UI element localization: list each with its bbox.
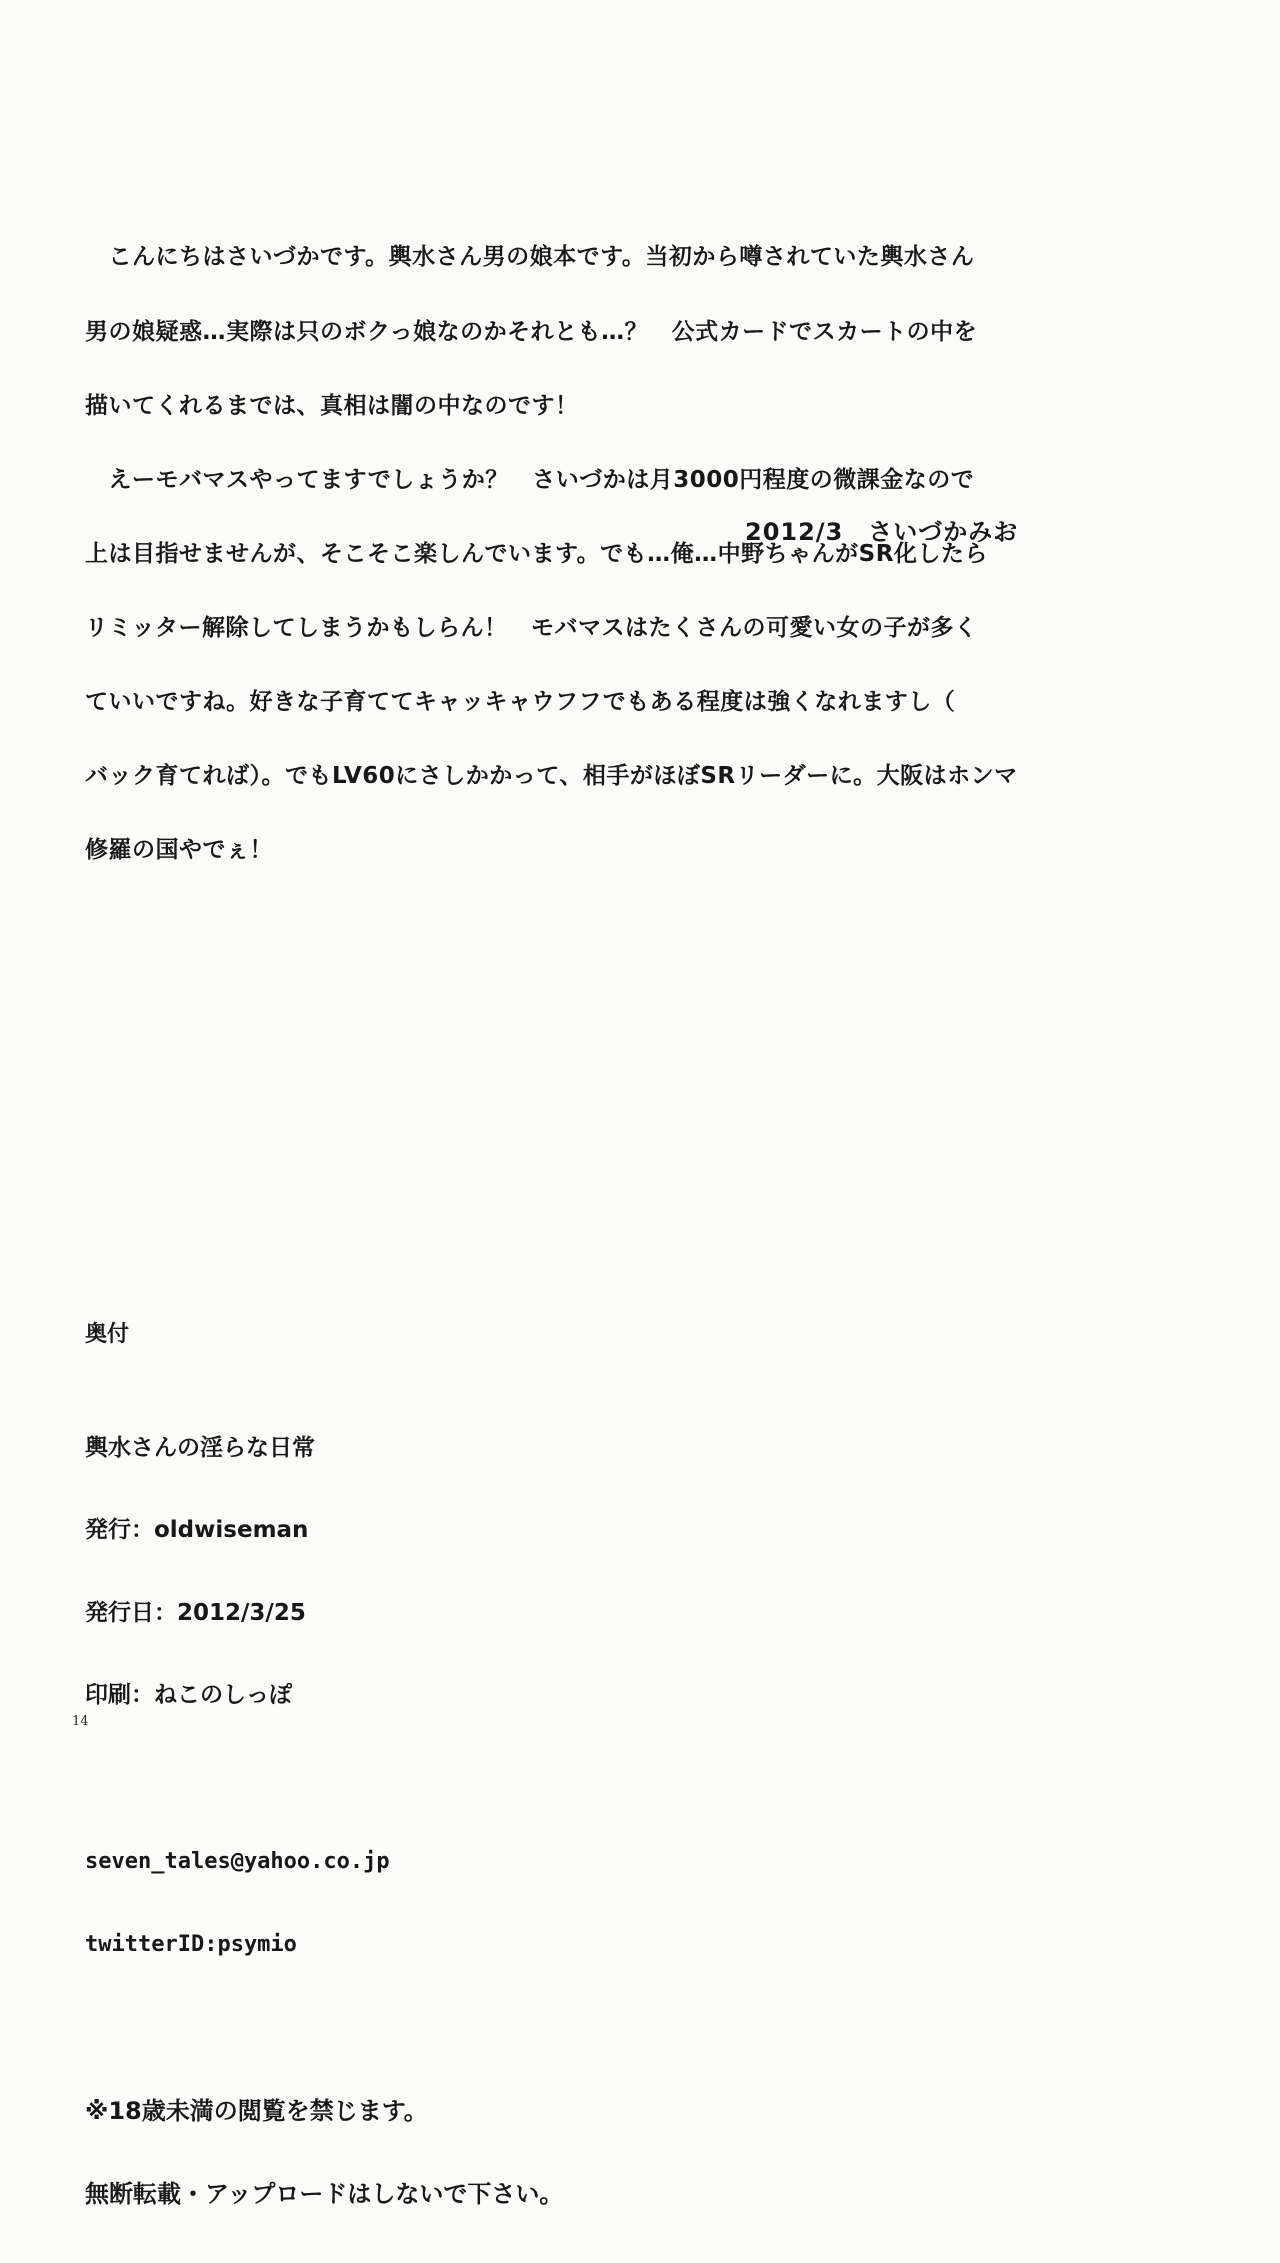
body-text-line: バック育てれば）。でもLV60にさしかかって、相手がほぼSRリーダーに。大阪はホンマ xyxy=(85,763,1018,790)
body-text-line: こんにちはさいづかです。輿水さん男の娘本です。当初から噂されていた輿水さん xyxy=(85,244,975,271)
spacer xyxy=(85,1765,563,1793)
body-text-line: 男の娘疑惑…実際は只のボクっ娘なのかそれとも…？ 公式カードでスカートの中を xyxy=(85,318,978,345)
page-number: 14 xyxy=(72,1714,89,1729)
spacer xyxy=(85,2014,563,2042)
afterword-text-block xyxy=(85,196,1018,912)
body-text-line: えーモバマスやってますでしょうか？ さいづかは月3000円程度の微課金なので xyxy=(85,466,975,493)
publisher-line: 発行：oldwiseman xyxy=(85,1517,309,1543)
no-reupload-notice: 無断転載・アップロードはしないで下さい。 xyxy=(85,2179,564,2208)
body-text-line: 修羅の国やでぇ！ xyxy=(85,837,273,864)
colophon-heading: 奥付 xyxy=(85,1322,130,1347)
publish-date-line: 発行日：2012/3/25 xyxy=(85,1599,306,1626)
twitter-id: twitterID:psymio xyxy=(85,1931,297,1957)
body-text-line: 上は目指せませんが、そこそこ楽しんでいます。でも…俺…中野ちゃんがSR化したら xyxy=(85,540,988,567)
colophon-block xyxy=(85,1266,563,2263)
body-text-line: 描いてくれるまでは、真相は闇の中なのです！ xyxy=(85,392,579,419)
printer-line: 印刷：ねこのしっぽ xyxy=(85,1682,292,1708)
contact-email: seven_tales@yahoo.co.jp xyxy=(85,1848,390,1874)
body-text-line: リミッター解除してしまうかもしらん！ モバマスはたくさんの可愛い女の子が多く xyxy=(85,614,978,641)
book-title: 輿水さんの淫らな日常 xyxy=(85,1434,315,1461)
body-text-line: ていいですね。好きな子育ててキャッキャウフフでもある程度は強くなれますし（ xyxy=(85,689,956,716)
author-date-signature: 2012/3 さいづかみお xyxy=(745,518,1019,546)
age-restriction-notice: ※18歳未満の閲覧を禁じます。 xyxy=(85,2096,428,2125)
